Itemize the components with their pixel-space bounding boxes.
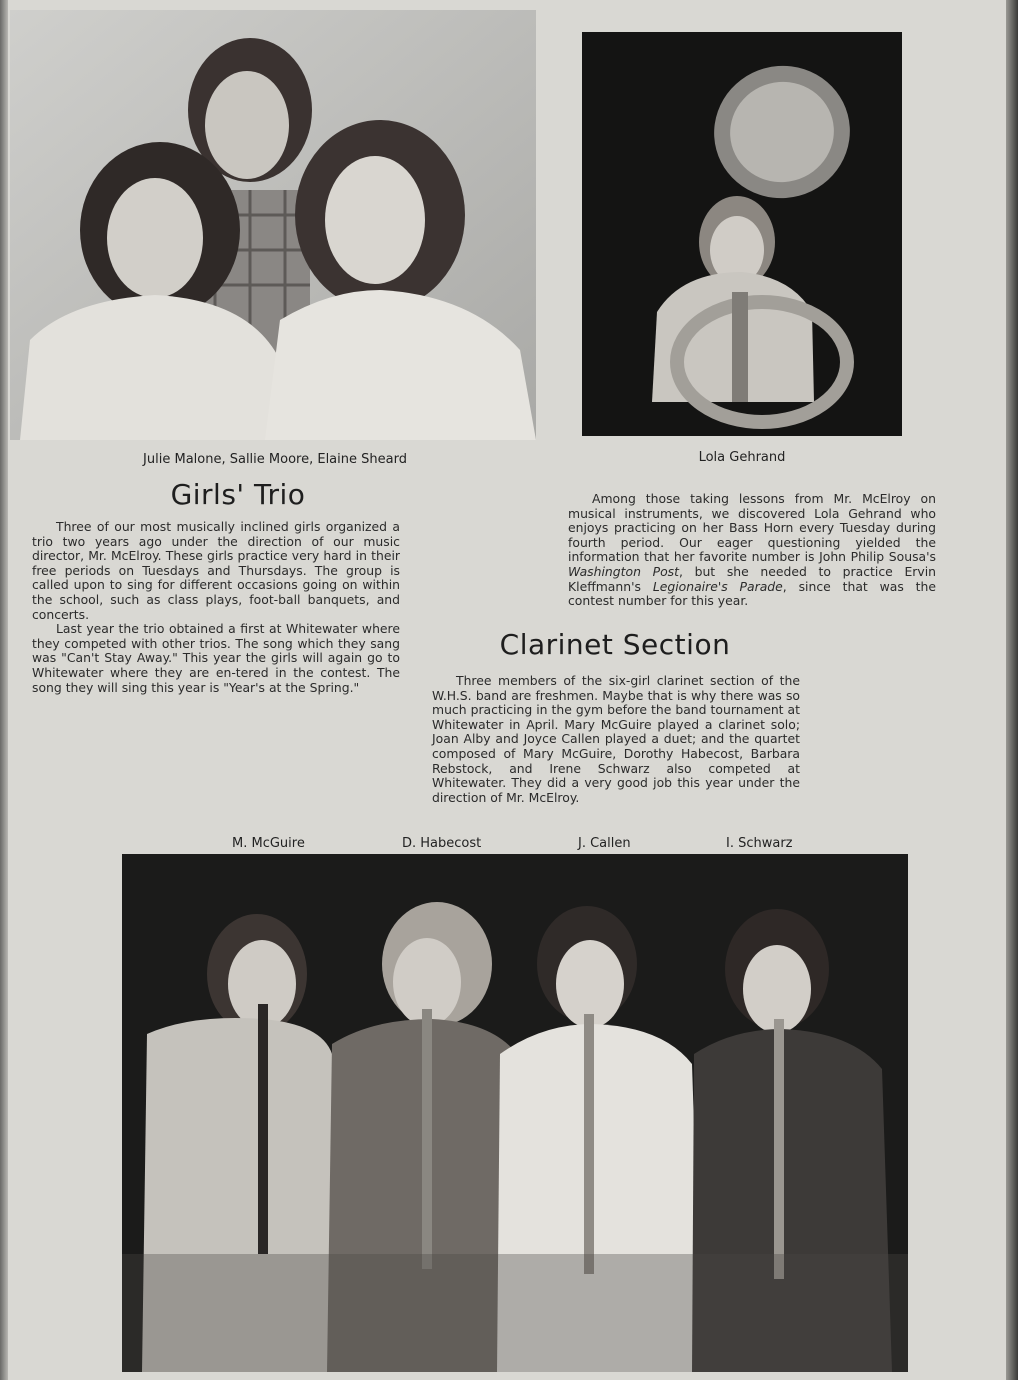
girls-trio-heading: Girls' Trio xyxy=(170,478,306,511)
clarinet-name-3: J. Callen xyxy=(578,836,631,851)
clarinet-name-2: D. Habecost xyxy=(402,836,482,851)
bass-horn-photo-caption: Lola Gehrand xyxy=(698,450,786,465)
trio-photo xyxy=(10,10,536,440)
bass-horn-paragraph: Among those taking lessons from Mr. McElroy on musical instruments, we discovered Lola Gehrand who enjoys practicing on her Bass Horn every Tuesday during fourth period. Our eager questioning yielded the information that her favorite number is John Philip Sousa's Washington Post, but she needed to practice Ervin Kleffmann's Legionaire's Parade, since that was the contest number for this year. xyxy=(568,491,937,609)
page-right-edge xyxy=(1006,0,1018,1380)
clarinet-section-article xyxy=(432,674,800,805)
girls-trio-article xyxy=(32,520,400,695)
page-binding-edge xyxy=(0,0,8,1380)
trio-photo-caption: Julie Malone, Sallie Moore, Elaine Sheard xyxy=(143,452,407,467)
bass-horn-article xyxy=(568,492,936,609)
girls-trio-paragraph-1: Three of our most musically inclined girls organized a trio two years ago under the direction of our music director, Mr. McElroy. These girls practice very hard in their free periods on Tuesdays and Thursdays. The group is called upon to sing for different occasions going on within the school, such as class plays, foot-ball banquets, and concerts. xyxy=(32,519,400,622)
clarinet-section-paragraph: Three members of the six-girl clarinet section of the W.H.S. band are freshmen. Maybe that is why there was so much practicing in the gym before the band tournament at Whitewater in April. Mary McGuire played a clarinet solo; Joan Alby and Joyce Callen played a duet; and the quartet composed of Mary McGuire, Dorothy Habecost, Barbara Rebstock, and Irene Schwarz also competed at Whitewater. They did a very good job this year under the direction of Mr. McElroy. xyxy=(432,673,800,805)
clarinet-name-4: I. Schwarz xyxy=(726,836,793,851)
girls-trio-paragraph-2: Last year the trio obtained a first at Whitewater where they competed with other trios. The song which they sang was "Can't Stay Away." This year the girls will again go to Whitewater where they are en-tered in the contest. The song they will sing this year is "Year's at the Spring." xyxy=(32,621,400,695)
clarinet-section-photo xyxy=(122,854,908,1372)
clarinet-section-heading: Clarinet Section xyxy=(499,628,731,661)
clarinet-name-1: M. McGuire xyxy=(232,836,305,851)
bass-horn-photo xyxy=(582,32,902,436)
